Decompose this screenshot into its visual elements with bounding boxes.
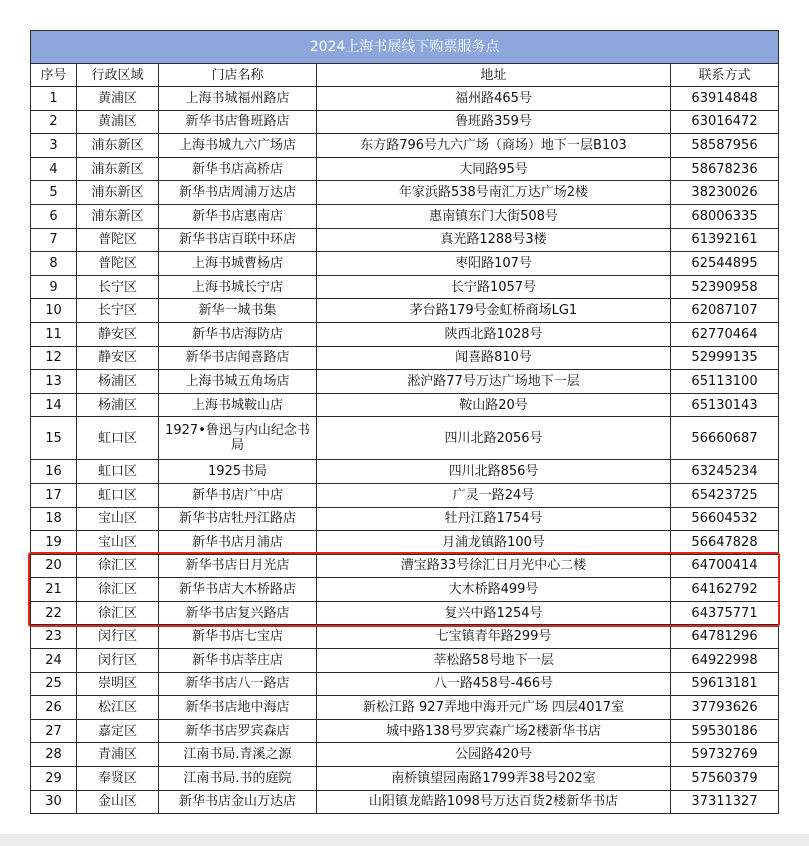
table-row	[31, 87, 779, 111]
cell-store-name: 新华书店牡丹江路店	[159, 507, 317, 531]
table-row	[31, 134, 779, 158]
cell-store-name: 1925书局	[159, 460, 317, 484]
cell-store-name: 新华书店惠南店	[159, 204, 317, 228]
cell-store-name: 上海书城福州路店	[159, 87, 317, 111]
cell-address: 复兴中路1254号	[317, 601, 671, 625]
cell-district: 徐汇区	[77, 578, 159, 602]
cell-index: 6	[31, 204, 77, 228]
cell-address: 四川北路856号	[317, 460, 671, 484]
cell-store-name: 新华书店高桥店	[159, 157, 317, 181]
cell-index: 15	[31, 417, 77, 460]
cell-index: 8	[31, 252, 77, 276]
cell-index: 16	[31, 460, 77, 484]
cell-index: 21	[31, 578, 77, 602]
cell-index: 9	[31, 275, 77, 299]
table-row	[31, 483, 779, 507]
cell-district: 青浦区	[77, 743, 159, 767]
cell-address: 年家浜路538号南汇万达广场2楼	[317, 181, 671, 205]
cell-address: 广灵一路24号	[317, 483, 671, 507]
cell-phone: 64375771	[671, 601, 779, 625]
cell-index: 22	[31, 601, 77, 625]
cell-address: 山阳镇龙皓路1098号万达百货2楼新华书店	[317, 790, 671, 814]
cell-district: 静安区	[77, 322, 159, 346]
cell-store-name: 上海书城曹杨店	[159, 252, 317, 276]
cell-address: 福州路465号	[317, 87, 671, 111]
cell-address: 茅台路179号金虹桥商场LG1	[317, 299, 671, 323]
cell-store-name: 新华书店地中海店	[159, 696, 317, 720]
cell-address: 闻喜路810号	[317, 346, 671, 370]
cell-phone: 61392161	[671, 228, 779, 252]
cell-phone: 59613181	[671, 672, 779, 696]
cell-phone: 52390958	[671, 275, 779, 299]
cell-phone: 62770464	[671, 322, 779, 346]
cell-index: 13	[31, 370, 77, 394]
cell-district: 奉贤区	[77, 767, 159, 791]
cell-index: 2	[31, 110, 77, 134]
cell-district: 徐汇区	[77, 601, 159, 625]
cell-index: 5	[31, 181, 77, 205]
cell-district: 金山区	[77, 790, 159, 814]
cell-index: 18	[31, 507, 77, 531]
cell-phone: 63914848	[671, 87, 779, 111]
cell-district: 浦东新区	[77, 181, 159, 205]
cell-address: 八一路458号-466号	[317, 672, 671, 696]
cell-district: 闵行区	[77, 649, 159, 673]
cell-phone: 58678236	[671, 157, 779, 181]
cell-district: 浦东新区	[77, 204, 159, 228]
service-point-table	[30, 30, 779, 814]
cell-index: 29	[31, 767, 77, 791]
cell-phone: 65113100	[671, 370, 779, 394]
cell-address: 鲁班路359号	[317, 110, 671, 134]
table-row	[31, 554, 779, 578]
cell-index: 25	[31, 672, 77, 696]
column-header-index: 序号	[31, 64, 77, 87]
cell-district: 虹口区	[77, 483, 159, 507]
cell-district: 浦东新区	[77, 134, 159, 158]
cell-index: 7	[31, 228, 77, 252]
cell-index: 30	[31, 790, 77, 814]
cell-district: 杨浦区	[77, 370, 159, 394]
cell-district: 静安区	[77, 346, 159, 370]
cell-address: 城中路138号罗宾森广场2楼新华书店	[317, 719, 671, 743]
cell-district: 浦东新区	[77, 157, 159, 181]
cell-store-name: 新华书店八一路店	[159, 672, 317, 696]
cell-phone: 56604532	[671, 507, 779, 531]
cell-index: 20	[31, 554, 77, 578]
cell-store-name: 新华书店广中店	[159, 483, 317, 507]
cell-phone: 59732769	[671, 743, 779, 767]
cell-store-name: 新华一城书集	[159, 299, 317, 323]
cell-address: 漕宝路33号徐汇日月光中心二楼	[317, 554, 671, 578]
table-row	[31, 719, 779, 743]
table-row	[31, 601, 779, 625]
cell-index: 17	[31, 483, 77, 507]
cell-phone: 68006335	[671, 204, 779, 228]
column-header-store: 门店名称	[159, 64, 317, 87]
cell-store-name: 新华书店鲁班路店	[159, 110, 317, 134]
cell-index: 19	[31, 531, 77, 555]
cell-address: 长宁路1057号	[317, 275, 671, 299]
cell-address: 东方路796号九六广场（商场）地下一层B103	[317, 134, 671, 158]
cell-store-name: 新华书店日月光店	[159, 554, 317, 578]
cell-store-name: 新华书店七宝店	[159, 625, 317, 649]
cell-index: 3	[31, 134, 77, 158]
table-row	[31, 252, 779, 276]
table-title: 2024上海书展线下购票服务点	[31, 31, 779, 64]
table-row	[31, 767, 779, 791]
table-row	[31, 507, 779, 531]
cell-index: 12	[31, 346, 77, 370]
table-row	[31, 110, 779, 134]
cell-district: 宝山区	[77, 507, 159, 531]
cell-phone: 59530186	[671, 719, 779, 743]
table-body	[31, 87, 779, 814]
cell-index: 1	[31, 87, 77, 111]
cell-district: 宝山区	[77, 531, 159, 555]
cell-phone: 64162792	[671, 578, 779, 602]
cell-store-name: 新华书店月浦店	[159, 531, 317, 555]
cell-district: 长宁区	[77, 275, 159, 299]
cell-store-name: 新华书店罗宾森店	[159, 719, 317, 743]
cell-phone: 64781296	[671, 625, 779, 649]
cell-address: 牡丹江路1754号	[317, 507, 671, 531]
cell-phone: 38230026	[671, 181, 779, 205]
cell-phone: 65423725	[671, 483, 779, 507]
cell-phone: 63245234	[671, 460, 779, 484]
cell-store-name: 新华书店大木桥路店	[159, 578, 317, 602]
cell-address: 公园路420号	[317, 743, 671, 767]
cell-district: 闵行区	[77, 625, 159, 649]
cell-index: 27	[31, 719, 77, 743]
cell-phone: 65130143	[671, 393, 779, 417]
cell-store-name: 新华书店复兴路店	[159, 601, 317, 625]
table-row	[31, 460, 779, 484]
table-row	[31, 322, 779, 346]
cell-index: 11	[31, 322, 77, 346]
cell-store-name: 新华书店闻喜路店	[159, 346, 317, 370]
cell-address: 惠南镇东门大街508号	[317, 204, 671, 228]
cell-store-name: 上海书城五角场店	[159, 370, 317, 394]
cell-district: 虹口区	[77, 460, 159, 484]
cell-address: 莘松路58号地下一层	[317, 649, 671, 673]
cell-store-name: 上海书城鞍山店	[159, 393, 317, 417]
cell-store-name: 江南书局.书的庭院	[159, 767, 317, 791]
cell-address: 大同路95号	[317, 157, 671, 181]
cell-address: 陕西北路1028号	[317, 322, 671, 346]
cell-district: 黄浦区	[77, 110, 159, 134]
table-row	[31, 625, 779, 649]
table-row	[31, 370, 779, 394]
service-point-table-wrapper	[30, 30, 778, 814]
cell-address: 四川北路2056号	[317, 417, 671, 460]
column-header-address: 地址	[317, 64, 671, 87]
table-row	[31, 743, 779, 767]
cell-district: 徐汇区	[77, 554, 159, 578]
cell-address: 真光路1288号3楼	[317, 228, 671, 252]
table-row	[31, 181, 779, 205]
cell-phone: 57560379	[671, 767, 779, 791]
cell-phone: 64922998	[671, 649, 779, 673]
cell-phone: 37793626	[671, 696, 779, 720]
table-row	[31, 299, 779, 323]
cell-store-name: 江南书局.青溪之源	[159, 743, 317, 767]
bottom-strip	[0, 834, 809, 846]
cell-store-name: 上海书城九六广场店	[159, 134, 317, 158]
cell-store-name: 新华书店莘庄店	[159, 649, 317, 673]
table-row	[31, 531, 779, 555]
cell-address: 新松江路 927弄地中海开元广场 四层4017室	[317, 696, 671, 720]
header-row	[31, 64, 779, 87]
cell-address: 鞍山路20号	[317, 393, 671, 417]
cell-district: 长宁区	[77, 299, 159, 323]
cell-phone: 63016472	[671, 110, 779, 134]
cell-phone: 52999135	[671, 346, 779, 370]
table-row	[31, 157, 779, 181]
cell-district: 崇明区	[77, 672, 159, 696]
cell-index: 4	[31, 157, 77, 181]
column-header-district: 行政区域	[77, 64, 159, 87]
cell-store-name: 新华书店周浦万达店	[159, 181, 317, 205]
table-row	[31, 672, 779, 696]
cell-address: 大木桥路499号	[317, 578, 671, 602]
cell-district: 普陀区	[77, 228, 159, 252]
table-row	[31, 346, 779, 370]
cell-store-name: 新华书店金山万达店	[159, 790, 317, 814]
cell-store-name: 上海书城长宁店	[159, 275, 317, 299]
cell-district: 普陀区	[77, 252, 159, 276]
cell-index: 14	[31, 393, 77, 417]
cell-district: 嘉定区	[77, 719, 159, 743]
table-row	[31, 228, 779, 252]
table-row	[31, 417, 779, 460]
table-row	[31, 393, 779, 417]
table-row	[31, 790, 779, 814]
cell-address: 南桥镇望园南路1799弄38号202室	[317, 767, 671, 791]
cell-phone: 58587956	[671, 134, 779, 158]
cell-phone: 62544895	[671, 252, 779, 276]
cell-index: 10	[31, 299, 77, 323]
cell-phone: 62087107	[671, 299, 779, 323]
cell-phone: 37311327	[671, 790, 779, 814]
cell-address: 七宝镇青年路299号	[317, 625, 671, 649]
cell-index: 26	[31, 696, 77, 720]
cell-phone: 56660687	[671, 417, 779, 460]
cell-address: 月浦龙镇路100号	[317, 531, 671, 555]
cell-phone: 64700414	[671, 554, 779, 578]
table-row	[31, 696, 779, 720]
cell-address: 枣阳路107号	[317, 252, 671, 276]
cell-district: 杨浦区	[77, 393, 159, 417]
cell-store-name: 新华书店海防店	[159, 322, 317, 346]
cell-index: 28	[31, 743, 77, 767]
table-row	[31, 275, 779, 299]
cell-store-name: 1927•鲁迅与内山纪念书局	[159, 417, 317, 460]
cell-index: 23	[31, 625, 77, 649]
table-row	[31, 649, 779, 673]
cell-phone: 56647828	[671, 531, 779, 555]
cell-address: 淞沪路77号万达广场地下一层	[317, 370, 671, 394]
table-row	[31, 578, 779, 602]
cell-district: 黄浦区	[77, 87, 159, 111]
cell-district: 虹口区	[77, 417, 159, 460]
cell-index: 24	[31, 649, 77, 673]
cell-district: 松江区	[77, 696, 159, 720]
column-header-phone: 联系方式	[671, 64, 779, 87]
cell-store-name: 新华书店百联中环店	[159, 228, 317, 252]
table-row	[31, 204, 779, 228]
